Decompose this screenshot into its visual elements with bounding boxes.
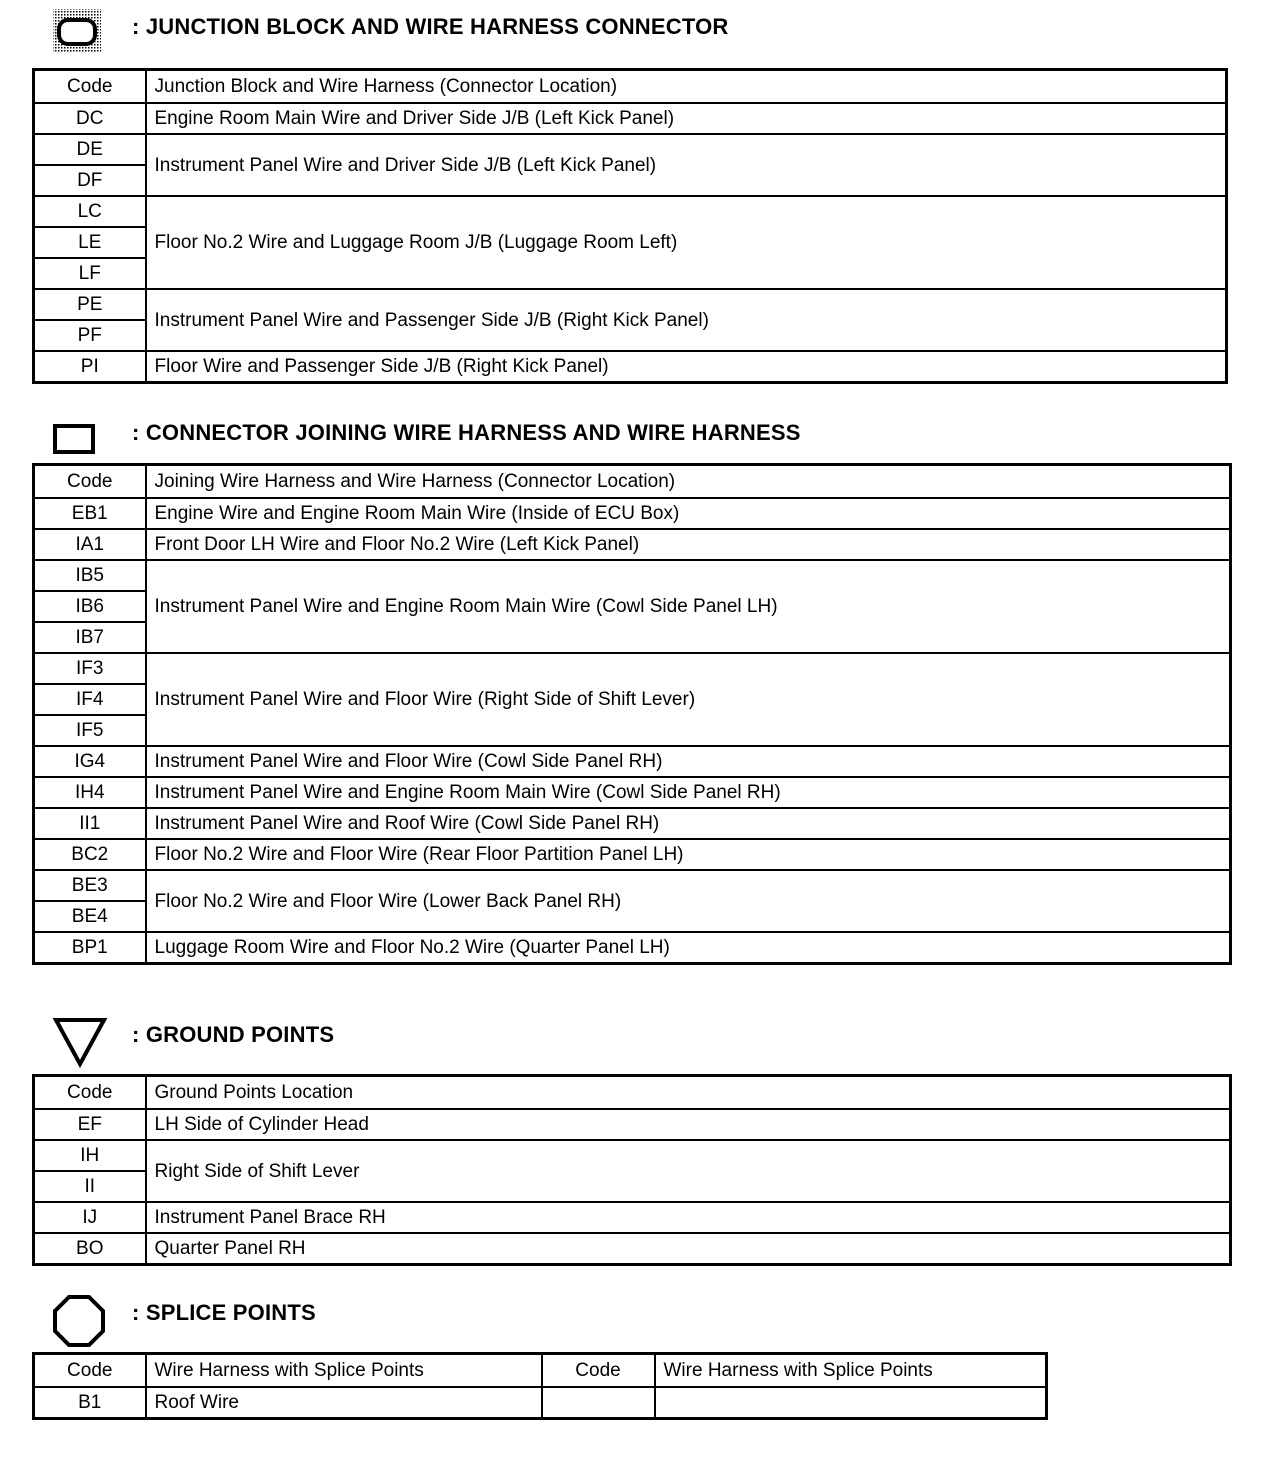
- header-description: Junction Block and Wire Harness (Connector Location): [146, 70, 1227, 104]
- header-description: Wire Harness with Splice Points: [146, 1354, 542, 1388]
- header-code: Code: [542, 1354, 655, 1388]
- description-cell: Instrument Panel Wire and Engine Room Main Wire (Cowl Side Panel RH): [146, 777, 1231, 808]
- splice-table: [32, 1352, 1048, 1420]
- code-cell: DC: [34, 103, 146, 134]
- code-cell: IB5: [34, 560, 146, 591]
- header-code: Code: [34, 465, 146, 499]
- code-cell: BC2: [34, 839, 146, 870]
- ground-table: [32, 1074, 1232, 1266]
- table-row: [34, 808, 1231, 839]
- description-cell: Engine Room Main Wire and Driver Side J/B (Left Kick Panel): [146, 103, 1227, 134]
- description-cell: Instrument Panel Brace RH: [146, 1202, 1231, 1233]
- table-header-row: [34, 465, 1231, 499]
- down-triangle-icon: [52, 1016, 108, 1068]
- code-cell: [542, 1387, 655, 1419]
- header-description: Wire Harness with Splice Points: [655, 1354, 1047, 1388]
- table-row: [34, 529, 1231, 560]
- table-header-row: [34, 1354, 1047, 1388]
- section-splice-header: [52, 1294, 952, 1338]
- table-row: [34, 1387, 1047, 1419]
- header-description: Joining Wire Harness and Wire Harness (Connector Location): [146, 465, 1231, 499]
- code-cell: EF: [34, 1109, 146, 1140]
- table-row: [34, 746, 1231, 777]
- connector-table: [32, 463, 1232, 965]
- section-connector-header: [52, 414, 952, 458]
- code-cell: BO: [34, 1233, 146, 1265]
- description-cell: Instrument Panel Wire and Engine Room Main Wire (Cowl Side Panel LH): [146, 560, 1231, 653]
- header-code: Code: [34, 1076, 146, 1110]
- table-row: [34, 932, 1231, 964]
- code-cell: IJ: [34, 1202, 146, 1233]
- table-row: [34, 653, 1231, 684]
- code-cell: LC: [34, 196, 146, 227]
- code-cell: II1: [34, 808, 146, 839]
- code-cell: BE4: [34, 901, 146, 932]
- description-cell: Floor Wire and Passenger Side J/B (Right Kick Panel): [146, 351, 1227, 383]
- description-cell: Instrument Panel Wire and Floor Wire (Right Side of Shift Lever): [146, 653, 1231, 746]
- table-row: [34, 777, 1231, 808]
- code-cell: BP1: [34, 932, 146, 964]
- description-cell: Front Door LH Wire and Floor No.2 Wire (Left Kick Panel): [146, 529, 1231, 560]
- table-row: [34, 498, 1231, 529]
- description-cell: Floor No.2 Wire and Luggage Room J/B (Luggage Room Left): [146, 196, 1227, 289]
- code-cell: LF: [34, 258, 146, 289]
- table-header-row: [34, 70, 1227, 104]
- octagon-icon: [52, 1294, 106, 1348]
- code-cell: LE: [34, 227, 146, 258]
- section-title: : CONNECTOR JOINING WIRE HARNESS AND WIRE HARNESS: [132, 420, 801, 445]
- table-row: [34, 1109, 1231, 1140]
- code-cell: IF3: [34, 653, 146, 684]
- code-cell: IA1: [34, 529, 146, 560]
- junction-table: [32, 68, 1228, 384]
- section-title: : GROUND POINTS: [132, 1022, 335, 1047]
- description-cell: Floor No.2 Wire and Floor Wire (Rear Floor Partition Panel LH): [146, 839, 1231, 870]
- description-cell: Roof Wire: [146, 1387, 542, 1419]
- code-cell: II: [34, 1171, 146, 1202]
- section-junction-header: [52, 8, 952, 52]
- header-code: Code: [34, 1354, 146, 1388]
- code-cell: IH4: [34, 777, 146, 808]
- table-row: [34, 839, 1231, 870]
- table-row: [34, 134, 1227, 165]
- description-cell: Instrument Panel Wire and Floor Wire (Cowl Side Panel RH): [146, 746, 1231, 777]
- section-ground-header: [52, 1016, 952, 1060]
- description-cell: LH Side of Cylinder Head: [146, 1109, 1231, 1140]
- description-cell: Instrument Panel Wire and Roof Wire (Cowl Side Panel RH): [146, 808, 1231, 839]
- code-cell: DF: [34, 165, 146, 196]
- description-cell: [655, 1387, 1047, 1419]
- table-row: [34, 560, 1231, 591]
- table-row: [34, 1233, 1231, 1265]
- description-cell: Quarter Panel RH: [146, 1233, 1231, 1265]
- code-cell: DE: [34, 134, 146, 165]
- code-cell: PF: [34, 320, 146, 351]
- description-cell: Instrument Panel Wire and Driver Side J/B (Left Kick Panel): [146, 134, 1227, 196]
- section-title: : SPLICE POINTS: [132, 1300, 316, 1325]
- code-cell: IF5: [34, 715, 146, 746]
- description-cell: Floor No.2 Wire and Floor Wire (Lower Back Panel RH): [146, 870, 1231, 932]
- code-cell: EB1: [34, 498, 146, 529]
- code-cell: PI: [34, 351, 146, 383]
- code-cell: PE: [34, 289, 146, 320]
- code-cell: IG4: [34, 746, 146, 777]
- header-code: Code: [34, 70, 146, 104]
- table-row: [34, 1140, 1231, 1171]
- table-header-row: [34, 1076, 1231, 1110]
- table-row: [34, 1202, 1231, 1233]
- code-cell: IB6: [34, 591, 146, 622]
- code-cell: B1: [34, 1387, 146, 1419]
- rectangle-icon: [52, 418, 98, 458]
- description-cell: Instrument Panel Wire and Passenger Side J/B (Right Kick Panel): [146, 289, 1227, 351]
- header-description: Ground Points Location: [146, 1076, 1231, 1110]
- table-row: [34, 103, 1227, 134]
- code-cell: IB7: [34, 622, 146, 653]
- table-row: [34, 196, 1227, 227]
- table-row: [34, 289, 1227, 320]
- description-cell: Right Side of Shift Lever: [146, 1140, 1231, 1202]
- description-cell: Engine Wire and Engine Room Main Wire (Inside of ECU Box): [146, 498, 1231, 529]
- table-row: [34, 870, 1231, 901]
- shaded-rounded-rect-icon: [52, 8, 102, 54]
- section-title: : JUNCTION BLOCK AND WIRE HARNESS CONNECTOR: [132, 14, 729, 39]
- code-cell: BE3: [34, 870, 146, 901]
- code-cell: IF4: [34, 684, 146, 715]
- code-cell: IH: [34, 1140, 146, 1171]
- description-cell: Luggage Room Wire and Floor No.2 Wire (Quarter Panel LH): [146, 932, 1231, 964]
- table-row: [34, 351, 1227, 383]
